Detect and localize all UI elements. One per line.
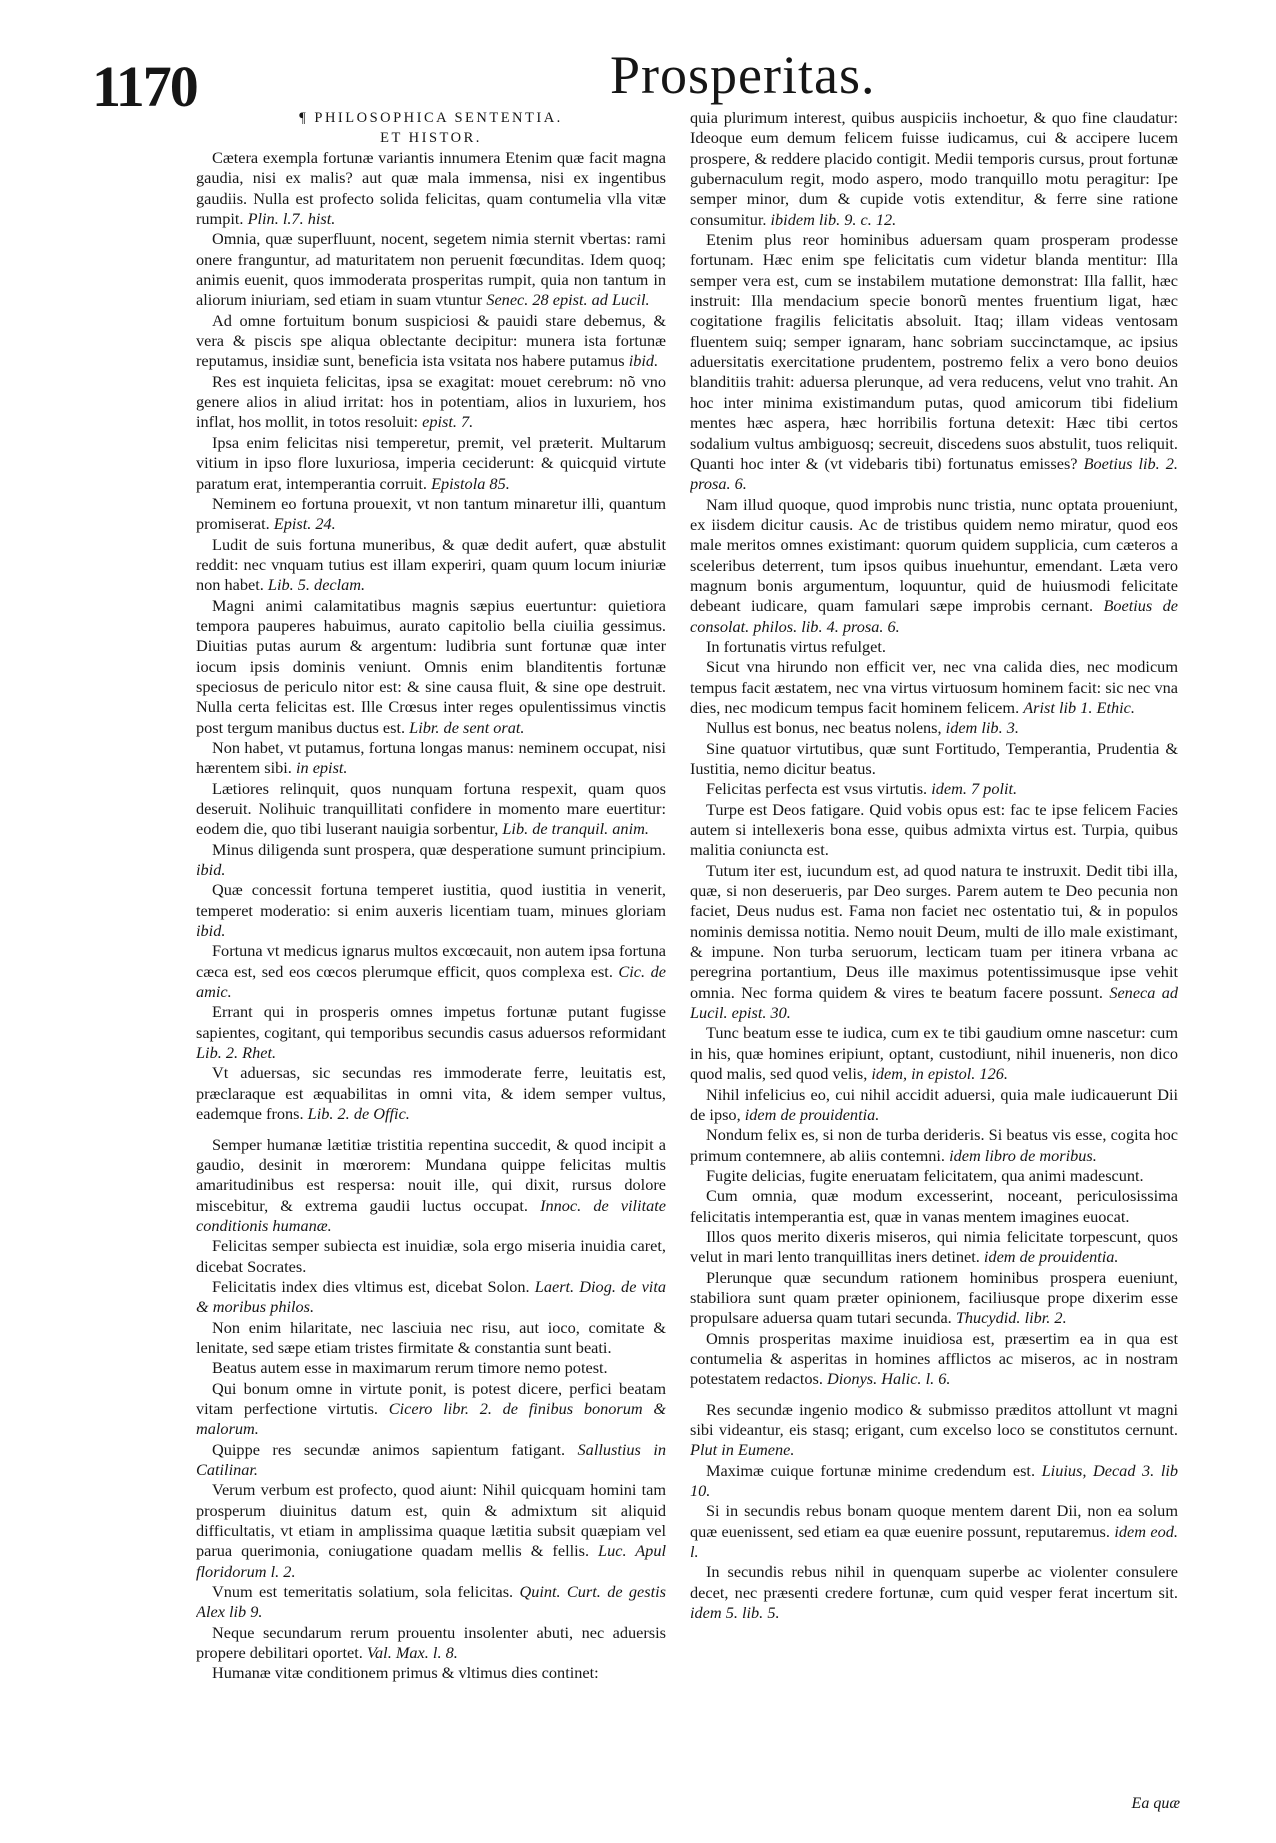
source-citation: Epistola 85.	[431, 473, 510, 493]
paragraph-text: Tunc beatum esse te iudica, cum ex te tibi gaudium omne nascetur: cum in his, quæ homines eripiunt, optant, custodiunt, nihil inueneris, non dico quod malis, sed quod velis,	[690, 1023, 1178, 1084]
paragraph-text: Vt aduersas, sic secundas res immoderate ferre, leuitatis est, præclaraque est æquabilitas in omni vita, & idem semper vultus, eademque frons.	[196, 1063, 666, 1124]
paragraph	[196, 1002, 666, 1063]
paragraph-text: Nihil infelicius eo, cui nihil accidit aduersi, quia male iudicauerunt Dii de ipso,	[690, 1084, 1178, 1124]
paragraph	[690, 1501, 1178, 1562]
paragraph	[196, 941, 666, 1002]
paragraph-text: Si in secundis rebus bonam quoque mentem darent Dii, non ea solum quæ euenissent, sed etiam ea quæ euenire possunt, reputaremus.	[690, 1501, 1178, 1541]
paragraph-text: Neminem eo fortuna prouexit, vt non tantum minaretur illi, quantum promiserat.	[196, 493, 666, 534]
paragraph	[196, 311, 666, 372]
paragraph	[196, 372, 666, 433]
paragraph	[690, 861, 1178, 1024]
running-head: Prosperitas.	[610, 45, 876, 105]
paragraph	[690, 1085, 1178, 1126]
source-citation: idem de prouidentia.	[744, 1104, 880, 1124]
paragraph	[196, 840, 666, 881]
paragraph-text: Nam illud quoque, quod improbis nunc tristia, nunc optata proueniunt, ex iisdem dicitur causis. Ac de tristibus quidem nemo miratur, quod eos male meritos omnes existimant: quorum quidem supplicia, cum cæteros a sceleribus deterrent, tum ipsos quibus inuehuntur, emendant. Læta vero magnum bonis argumentum, loquuntur, quid de huiusmodi felicitate debeant iudicare, quam famulari sæpe improbis cernant.	[690, 494, 1178, 616]
source-citation: epist. 7.	[422, 412, 474, 432]
paragraph-text: Nondum felix es, si non de turba derideris. Si beatus vis esse, cogita hoc primum contemnere, ab aliis contemni.	[690, 1125, 1178, 1165]
source-citation: ibid.	[196, 860, 226, 880]
paragraph-text: Ipsa enim felicitas nisi temperetur, premit, vel præterit. Multarum vitium in ipso flore luxuriosa, imperia ceciderunt: & quicquid virtute paratum erat, intemperantia corruit.	[196, 432, 666, 493]
paragraph	[690, 637, 1178, 657]
paragraph-text: Quæ concessit fortuna temperet iustitia, quod iustitia in venerit, temperet moderatio: si enim auxeris licentiam tuam, minues gloriam	[196, 880, 666, 920]
paragraph-text: Quippe res secundæ animos sapientum fatigant.	[212, 1439, 566, 1459]
source-citation: Sallustius in Catilinar.	[196, 1439, 666, 1479]
paragraph	[196, 1663, 666, 1683]
paragraph	[196, 1318, 666, 1359]
paragraph	[196, 1582, 666, 1623]
source-citation: Dionys. Halic. l. 6.	[827, 1369, 951, 1389]
source-citation: Lib. 2. de Offic.	[307, 1104, 410, 1124]
paragraph-text: Etenim plus reor hominibus aduersam quam prosperam prodesse fortunam. Hæc enim spe felicitatis cum videtur blanda mentitur: Illa semper vera est, cum se instabilem mutatione demonstrat: Illa fallit, hæc instruit: Illa mendacium specie bonorũ mentes fruentium ligat, hæc cogitatione fragilis felicitatis absoluit. Itaq; illam videas ventosam fluentem suiq; semper ignaram, hanc sobriam succinctamque, ac ipsius aduersitatis exercitatione prudentem, postremo felix a vero bono deuios blanditiis trahit: aduersa plerunque, ad vera reducens, velut vno trahit. An hoc inter minima existimandum putas, quod amicorum tibi fidelium mentes hæc aspera, hæc horribilis fortuna detexit: Hæc tibi certos sodalium vultus ambiguosq; secreuit, discedens suos abstulit, tuos reliquit. Quanti hoc inter & (vt videbaris tibi) fortunatus emisses?	[690, 230, 1178, 473]
paragraph	[196, 1358, 666, 1378]
source-citation: Thucydid. libr. 2.	[955, 1308, 1067, 1328]
paragraph-text: Sicut vna hirundo non efficit ver, nec vna calida dies, nec modicum tempus facit æstatem, nec vna virtus virtuosum hominem facit: sic nec vna dies, nec modicum tempus facit hominem felicem.	[690, 657, 1178, 717]
paragraph-text: Ad omne fortuitum bonum suspiciosi & pauidi stare debemus, & vera & piscis spe aliqua oblectante decipitur: munera ista fortunæ reputamus, insidiæ sunt, beneficia ista vsitata nos habere putamus	[196, 310, 666, 371]
source-citation: Lib. 5. declam.	[267, 575, 366, 595]
paragraph	[196, 779, 666, 840]
paragraph-text: Cætera exempla fortunæ variantis innumera Etenim quæ facit magna gaudia, nisi ex malis? aut quæ mala immensa, nisi ex ingentibus gaudiis. Nulla est profecto solida felicitas, quam contumelia vlla vitæ rumpit.	[196, 148, 666, 229]
paragraph	[196, 229, 666, 310]
source-citation: ibid.	[628, 351, 659, 371]
paragraph	[690, 1461, 1178, 1502]
paragraph	[690, 495, 1178, 637]
source-citation: Lib. 2. Rhet.	[196, 1043, 277, 1063]
paragraph-text: Omnis prosperitas maxime inuidiosa est, præsertim ea in qua est contumelia & asperitas in homines afflictos ac miseros, ac in nostram potestatem redactos.	[690, 1328, 1178, 1389]
source-citation: Lib. de tranquil. anim.	[502, 819, 649, 839]
paragraph-text: Ludit de suis fortuna muneribus, & quæ dedit aufert, quæ abstulit reddit: nec vnquam tutius est illam experiri, quam quum locum iniuriæ non habet.	[196, 534, 666, 595]
right-column	[690, 108, 1178, 1813]
section-heading-line: ¶ PHILOSOPHICA SENTENTIA.	[299, 110, 563, 126]
paragraph	[690, 1023, 1178, 1084]
source-citation: Quint. Curt. de gestis Alex lib 9.	[196, 1582, 666, 1622]
paragraph	[196, 738, 666, 779]
paragraph	[196, 1063, 666, 1124]
paragraph-text: Fugite delicias, fugite eneruatam felicitatem, qua animi madescunt.	[706, 1165, 1144, 1185]
paragraph	[690, 1166, 1178, 1186]
paragraph-text: Turpe est Deos fatigare. Quid vobis opus est: fac te ipse felicem Facies autem si intellexeris bona esse, quibus admixta virtus est. Turpia, quibus malitia coniuncta est.	[690, 799, 1178, 860]
section-heading-line: ET HISTOR.	[380, 130, 482, 146]
source-citation: Laert. Diog. de vita & moribus philos.	[196, 1276, 666, 1317]
source-citation: Cicero libr. 2. de finibus bonorum & malorum.	[196, 1398, 666, 1439]
catchword: Ea quæ	[1131, 1795, 1180, 1812]
paragraph	[196, 535, 666, 596]
source-citation: in epist.	[295, 758, 348, 778]
paragraph-text: Neque secundarum rerum prouentu insolenter abuti, nec aduersis propere debilitari oportet.	[196, 1622, 666, 1663]
source-citation: Innoc. de vilitate conditionis humanæ.	[196, 1195, 666, 1235]
paragraph	[196, 148, 666, 229]
paragraph-text: Felicitas perfecta est vsus virtutis.	[706, 779, 928, 799]
paragraph	[196, 1277, 666, 1318]
paragraph-text: Cum omnia, quæ modum excesserint, noceant, periculosissima felicitatis intemperantia est, quæ in vanas mentem imagines euocat.	[690, 1186, 1178, 1226]
paragraph	[690, 1400, 1178, 1461]
paragraph	[196, 1135, 666, 1237]
paragraph-text: Verum verbum est profecto, quod aiunt: Nihil quicquam homini tam prosperum diuinitus datum est, quin & admixtum sit aliquid difficultatis, vt etiam in amplissima quaque lætitia subsit quæpiam vel parua querimonia, coniugatione quadam mellis & fellis.	[196, 1480, 666, 1561]
paragraph	[690, 779, 1178, 799]
paragraph	[690, 1227, 1178, 1268]
source-citation: Cic. de amic.	[196, 961, 666, 1002]
paragraph	[690, 1125, 1178, 1166]
source-citation: Boetius lib. 2. prosa. 6.	[690, 453, 1178, 494]
source-citation: Plin. l.7. hist.	[247, 209, 336, 229]
paragraph	[690, 230, 1178, 494]
paragraph-text: Res est inquieta felicitas, ipsa se exagitat: mouet cerebrum: nõ vno genere alios in aliud irritat: hos in potentiam, alios in luxuriem, hos inflat, hos mollit, in totos resoluit:	[196, 371, 666, 432]
paragraph-text: Maximæ cuique fortunæ minime credendum est.	[706, 1460, 1036, 1480]
paragraph-text: Felicitatis index dies vltimus est, dicebat Solon.	[212, 1276, 530, 1296]
source-citation: Epist. 24.	[273, 514, 336, 534]
paragraph-text: Magni animi calamitatibus magnis sæpius euertuntur: quietiora tempora pauperes habuimus, aurato capitolio bella ciuilia gessimus. Diuitias putas aurum & argentum: ludibria sunt fortunæ quæ inter iocum ipsis dominis veniunt. Omnis enim blanditentis fortunæ speciosus de periculo nitor est: & sine causa fluit, & sine ope destruit. Nulla certa felicitas est. Ille Crœsus inter reges opulentissimus vinctis post tergum manibus ductus est.	[196, 595, 666, 737]
paragraph	[196, 1236, 666, 1277]
paragraph	[690, 1562, 1178, 1623]
paragraph	[690, 108, 1178, 230]
paragraph	[196, 1440, 666, 1481]
paragraph-text: Qui bonum omne in virtute ponit, is potest dicere, perfici beatam vitam perfectione virtutis.	[196, 1378, 666, 1418]
paragraph-text: In secundis rebus nihil in quenquam superbe ac violenter consulere decet, nec præsenti credere fortunæ, cum quid vesper ferat incertum sit.	[690, 1562, 1178, 1602]
paragraph-text: Illos quos merito dixeris miseros, qui nimia felicitate torpescunt, quos velut in mari lento tranquillitas iners detinet.	[690, 1226, 1178, 1267]
source-citation: idem, in epistol. 126.	[871, 1064, 1008, 1084]
paragraph-text: Nullus est bonus, nec beatus nolens,	[706, 718, 942, 738]
paragraph-text: Lætiores relinquit, quos nunquam fortuna respexit, quam quos deseruit. Nolihuic tranquillitati confidere in momento mare euertitur: eodem die, quo tibi luserant nauigia sorbentur,	[196, 778, 666, 839]
paragraph	[690, 657, 1178, 718]
paragraph	[196, 880, 666, 941]
paragraph-text: Plerunque quæ secundum rationem hominibus prospera eueniunt, stabiliora sunt quam præter opinionem, faciliusque prope dixerim esse propulsare aduersa quam tutari secunda.	[690, 1267, 1178, 1328]
paragraph-text: In fortunatis virtus refulget.	[706, 636, 886, 656]
paragraph	[690, 1268, 1178, 1329]
source-citation: ibidem lib. 9. c. 12.	[770, 209, 897, 229]
paragraph-text: Sine quatuor virtutibus, quæ sunt Fortitudo, Temperantia, Prudentia & Iustitia, nemo dicitur beatus.	[690, 738, 1178, 778]
source-citation: Plut in Eumene.	[690, 1440, 795, 1460]
paragraph	[196, 1480, 666, 1582]
left-column	[196, 108, 666, 1813]
paragraph	[690, 1329, 1178, 1390]
source-citation: Libr. de sent orat.	[409, 717, 525, 737]
paragraph-text: quia plurimum interest, quibus auspiciis inchoetur, & quo fine claudatur: Ideoque eum demum felicem fuisse iudicamus, cui & accipere lucem prospere, & reddere placido contigit. Medii temporis cursus, prout fortunæ gubernaculum regit, modo aspero, modo tranquillo motu peragitur: Ipe semper minor, dum & cupide votis extenditur, & ferre sine ratione consumitur.	[690, 108, 1178, 229]
paragraph	[690, 718, 1178, 738]
paragraph-text: Non habet, vt putamus, fortuna longas manus: neminem occupat, nisi hærentem sibi.	[196, 737, 666, 778]
paragraph	[196, 433, 666, 494]
source-citation: Boetius de consolat. philos. lib. 4. prosa. 6.	[690, 596, 1178, 636]
paragraph	[196, 596, 666, 738]
paragraph	[196, 1379, 666, 1440]
paragraph-text: Beatus autem esse in maximarum rerum timore nemo potest.	[212, 1358, 608, 1378]
source-citation: Val. Max. l. 8.	[366, 1643, 458, 1663]
source-citation: Luc. Apul floridorum l. 2.	[196, 1541, 666, 1581]
paragraph-text: Felicitas semper subiecta est inuidiæ, sola ergo miseria inuidia caret, dicebat Socrates.	[196, 1236, 666, 1276]
section-heading	[196, 108, 666, 148]
paragraph-text: Tutum iter est, iucundum est, ad quod natura te instruxit. Dedit tibi illa, quæ, si non deserueris, par Deo surges. Parem autem te Deo pecunia non faciet, Deus nudus est. Fama non faciet nec ostentatio tui, & in populos nominis demissa notitia. Nemo nouit Deum, multi de illo male existimant, & impune. Non turba seruorum, lecticam tuam per itinera vrbana ac peregrina portantium, Deus ille maximus potentissimusque ipse vehit omnia. Nec forma quidem & vires te beatum facere possunt.	[690, 860, 1178, 1002]
paragraph	[690, 800, 1178, 861]
source-citation: Arist lib 1. Ethic.	[1023, 697, 1135, 717]
source-citation: Liuius, Decad 3. lib 10.	[690, 1460, 1178, 1501]
source-citation: idem eod. l.	[690, 1521, 1178, 1562]
page-number: 1170	[92, 54, 197, 119]
source-citation: Senec. 28 epist. ad Lucil.	[486, 290, 650, 310]
paragraph	[690, 739, 1178, 780]
paragraph-text: Non enim hilaritate, nec lasciuia nec risu, aut ioco, comitate & lenitate, sed sæpe etiam tristes firmitate & constantia sunt beati.	[196, 1317, 666, 1357]
paragraph-text: Res secundæ ingenio modico & submisso præditos attollunt vt magni sibi videantur, eis stasq; erigant, cum excelso loco se constitutos cernunt.	[690, 1399, 1178, 1439]
source-citation: idem libro de moribus.	[949, 1145, 1097, 1165]
paragraph-text: Vnum est temeritatis solatium, sola felicitas.	[212, 1582, 514, 1602]
paragraph-text: Errant qui in prosperis omnes impetus fortunæ putant fugisse sapientes, cogitant, qui temporibus secundis casus aduersos reformidant	[196, 1002, 666, 1042]
paragraph	[690, 1186, 1178, 1227]
source-citation: idem 5. lib. 5.	[690, 1603, 780, 1623]
source-citation: idem de prouidentia.	[983, 1247, 1119, 1267]
paragraph-text: Omnia, quæ superfluunt, nocent, segetem nimia sternit vbertas: rami onere franguntur, ad maturitatem non peruenit fœcunditas. Idem quoq; animis euenit, quos immoderata prosperitas rumpit, quia non tantum in aliorum iniuriam, sed etiam in suam vtuntur	[196, 229, 666, 310]
source-citation: Seneca ad Lucil. epist. 30.	[690, 982, 1178, 1023]
source-citation: ibid.	[196, 921, 226, 941]
paragraph-text: Humanæ vitæ conditionem primus & vltimus dies continet:	[212, 1663, 599, 1683]
paragraph-text: Fortuna vt medicus ignarus multos excœcauit, non autem ipsa fortuna cæca est, sed eos cœcos plerumque efficit, quos complexa est.	[196, 941, 666, 981]
source-citation: idem. 7 polit.	[931, 779, 1018, 799]
source-citation: idem lib. 3.	[945, 718, 1019, 738]
paragraph-text: Semper humanæ lætitiæ tristitia repentina succedit, & quod incipit a gaudio, desinit in mœrorem: Mundana quippe felicitas multis amaritudinibus est respersa: nouit ille, qui dixit, rursus dolore miscebitur, & extrema gaudii luctus occupat.	[196, 1134, 666, 1215]
paragraph	[196, 494, 666, 535]
paragraph-text: Minus diligenda sunt prospera, quæ desperatione sumunt principium.	[212, 839, 666, 859]
paragraph	[196, 1623, 666, 1664]
